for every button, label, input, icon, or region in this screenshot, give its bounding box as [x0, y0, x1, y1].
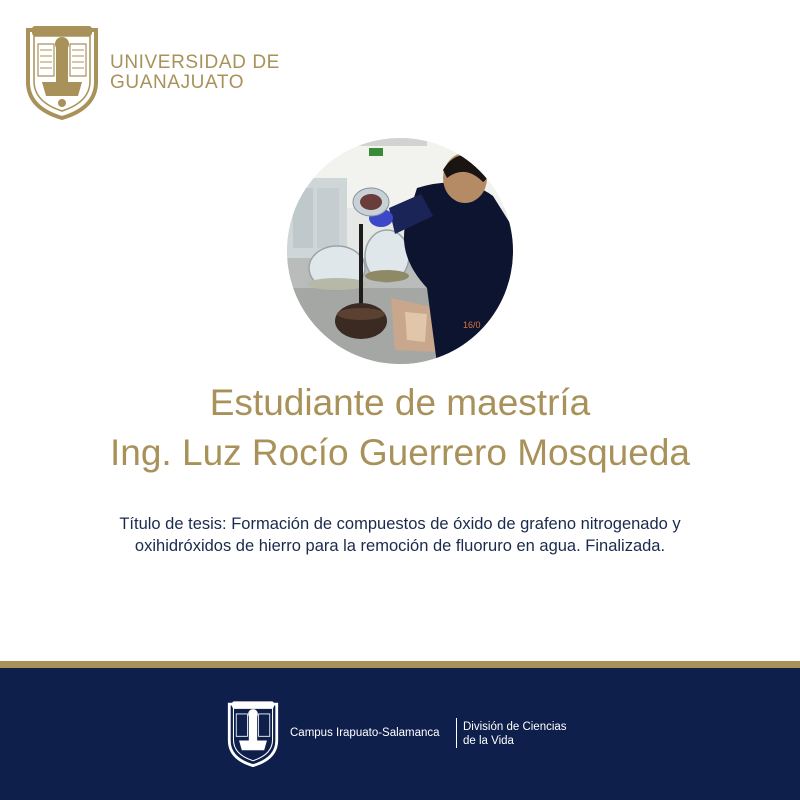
division-line2: de la Vida [463, 735, 514, 747]
headline-title: Estudiante de maestría [209, 382, 591, 423]
thesis-title [20, 513, 780, 557]
campus-name: Campus Irapuato-Salamanca [290, 727, 440, 739]
footer-crest-icon [225, 700, 281, 767]
thesis-line2: oxihidróxidos de hierro para la remoción de fluoruro en agua. Finalizada. [134, 537, 666, 555]
svg-text:16/0: 16/0 [463, 320, 481, 330]
division-line1: División de Ciencias [463, 721, 567, 733]
university-crest-icon [22, 24, 102, 120]
footer-bar [0, 668, 800, 800]
university-name-line2: GUANAJUATO [110, 72, 245, 93]
university-name-line1: UNIVERSIDAD DE [110, 52, 280, 73]
headline-name: Ing. Luz Rocío Guerrero Mosqueda [110, 432, 690, 473]
division-name [463, 720, 567, 748]
gold-divider [0, 661, 800, 668]
student-photo [287, 138, 513, 364]
footer-divider [456, 718, 457, 748]
thesis-line1: Título de tesis: Formación de compuestos de óxido de grafeno nitrogenado y [119, 515, 681, 533]
university-name [110, 53, 280, 93]
